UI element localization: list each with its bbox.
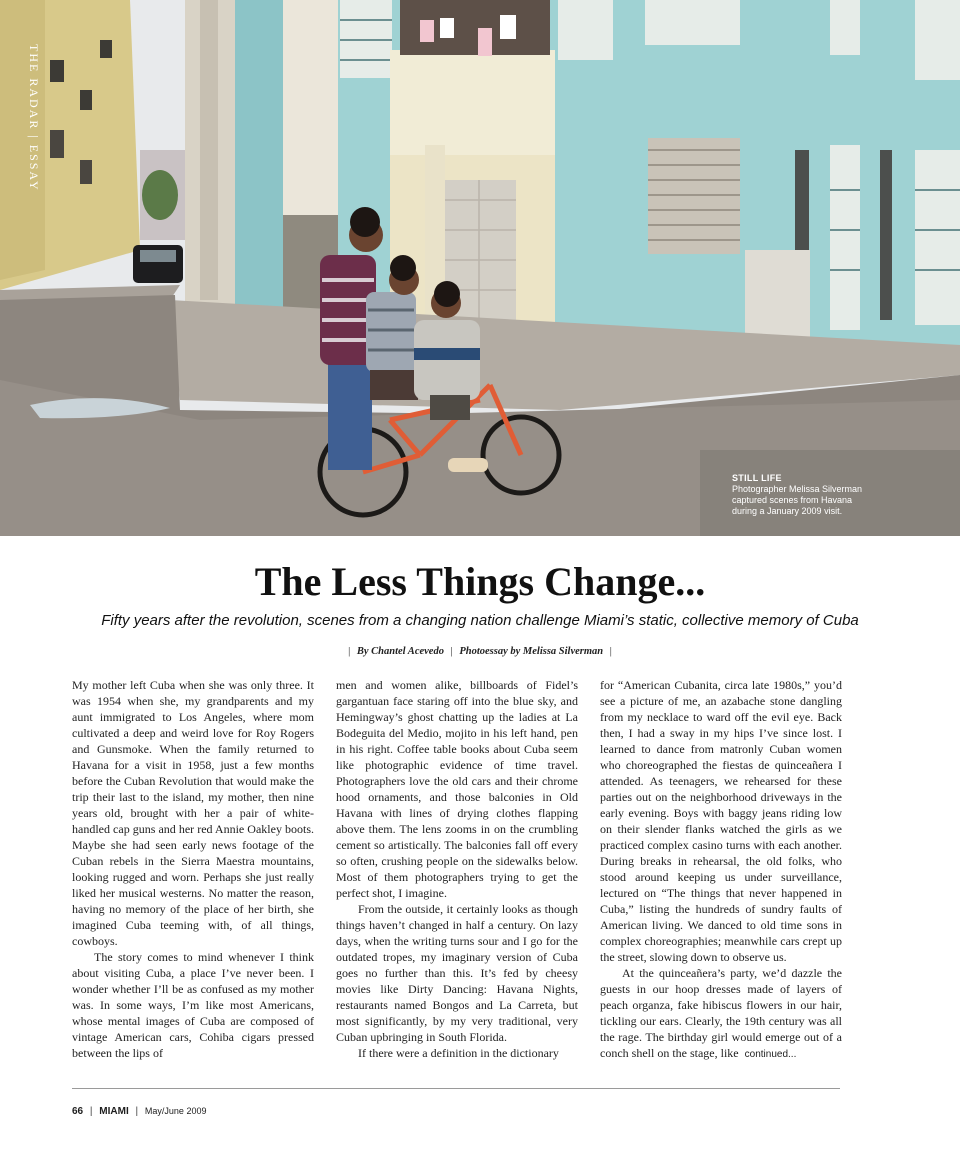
caption-text: Photographer Melissa Silverman captured scenes from Havana during a January 2009 visit. xyxy=(732,484,863,516)
footer-rule xyxy=(72,1088,840,1089)
page-number: 66 xyxy=(72,1106,84,1117)
paragraph: From the outside, it certainly looks as though things haven’t changed in half a century. On lazy days, when the writing turns sour and I go for the outdated tropes, my imaginary version of Cuba goes no further than this. It’s fed by cheesy movies like Dirty Dancing: Havana Nights, restaurants named Bongos and La Carreta, but most significantly, by my very traditional, very Cuban upbringing in South Florida. xyxy=(336,902,578,1044)
magazine-name: MIAMI xyxy=(99,1106,129,1117)
footer-separator: | xyxy=(89,1106,93,1117)
body-column-2 xyxy=(336,677,578,1061)
paragraph: If there were a definition in the dictionary xyxy=(358,1046,559,1060)
paragraph-text: At the quinceañera’s party, we’d dazzle the guests in our hoop dresses made of layers of peach organza, fake hibiscus flowers in our hair, tickling our ears. Clearly, the 19th century was all the rage. The birthday girl would emerge out of a conch shell on the stage, like xyxy=(600,966,842,1060)
issue-date: May/June 2009 xyxy=(144,1106,207,1116)
byline-separator: | xyxy=(450,646,453,657)
body-column-1 xyxy=(72,677,314,1061)
hero-photo xyxy=(0,0,960,536)
continued-marker: continued... xyxy=(744,1049,797,1060)
byline-author: By Chantel Acevedo xyxy=(356,646,444,657)
body-column-3 xyxy=(600,677,842,1063)
byline-photo-credit: Photoessay by Melissa Silverman xyxy=(459,646,604,657)
byline xyxy=(0,646,960,657)
paragraph: men and women alike, billboards of Fidel’s gargantuan face staring off into the blue sky, and Hemingway’s ghost chatting up the ladies at La Bodeguita del Medio, mojito in his left hand, pen in his right. Coffee table books about Cuba seem like photographic evidence of time travel. Photographers love the old cars and their chrome hood ornaments, and those balconies in Old Havana with lines of drying clothes flapping above them. The lens zooms in on the crumbling cement so artistically. The balconies fall off every so often, crushing people on the sidewalks below. Most of them photographers trying to get the perfect shot, I imagine. xyxy=(336,678,578,900)
article-dek: Fifty years after the revolution, scenes from a changing nation challenge Miami’s static, collective memory of Cuba xyxy=(101,612,859,629)
caption-title: STILL LIFE xyxy=(732,473,782,483)
paragraph: The story comes to mind whenever I think about visiting Cuba, a place I’ve never been. I wonder whether I’ll be as confused as my mother was. In some ways, I’m like most Americans, whose mental images of Cuba are composed of vintage American cars, Cohiba cigars pressed between the lips of xyxy=(72,950,314,1060)
paragraph-last xyxy=(600,965,842,1063)
byline-separator: | xyxy=(609,646,612,657)
havana-street-photo xyxy=(0,0,960,536)
byline-separator: | xyxy=(348,646,351,657)
paragraph: My mother left Cuba when she was only three. It was 1954 when she, my grandparents and my aunt immigrated to Los Angeles, where mom cultivated a deep and weird love for Roy Rogers and Gunsmoke. When the family returned to Havana for a visit in 1958, just a few months before the Cuban Revolution that would make the trip their last to the island, my mother, then nine years old, brought with her a pair of white-handled cap guns and her red Annie Oakley boots. Maybe she had seen early news footage of the Cuban rebels in the Sierra Maestra mountains, looking rugged and worn. Perhaps she just really liked her musical westerns. No matter the reason, having no memory of the place of her birth, she imagined Cuba teeming with, of all things, cowboys. xyxy=(72,678,314,948)
article-title: The Less Things Change... xyxy=(254,559,706,604)
section-tag: THE RADAR | ESSAY xyxy=(27,44,41,192)
page-footer xyxy=(72,1106,206,1117)
paragraph: for “American Cubanita, circa late 1980s,” you’d see a picture of me, an azabache stone dangling from my necklace to ward off the evil eye. Back then, I had a sway in my hips I’ve since lost. I learned to dance from matronly Cuban women who choreographed the fiestas de quinceañera I attended. As teenagers, we rehearsed for these parties out on the neighborhood driveways in the early evening. Boys with baggy jeans riding low on their slender flanks watched the girls as we practiced complex casino turns with each another. During breaks in rehearsal, the old folks, who stood around keeping us under surveillance, lectured on “The things that never happened in Cuba,” listing the hundreds of sundry faults of American living. We danced to old time sons in complex choreographies; meanwhile cars crept up the street, slowing down to observe us. xyxy=(600,678,842,964)
photo-caption xyxy=(732,473,872,517)
footer-separator: | xyxy=(135,1106,139,1117)
